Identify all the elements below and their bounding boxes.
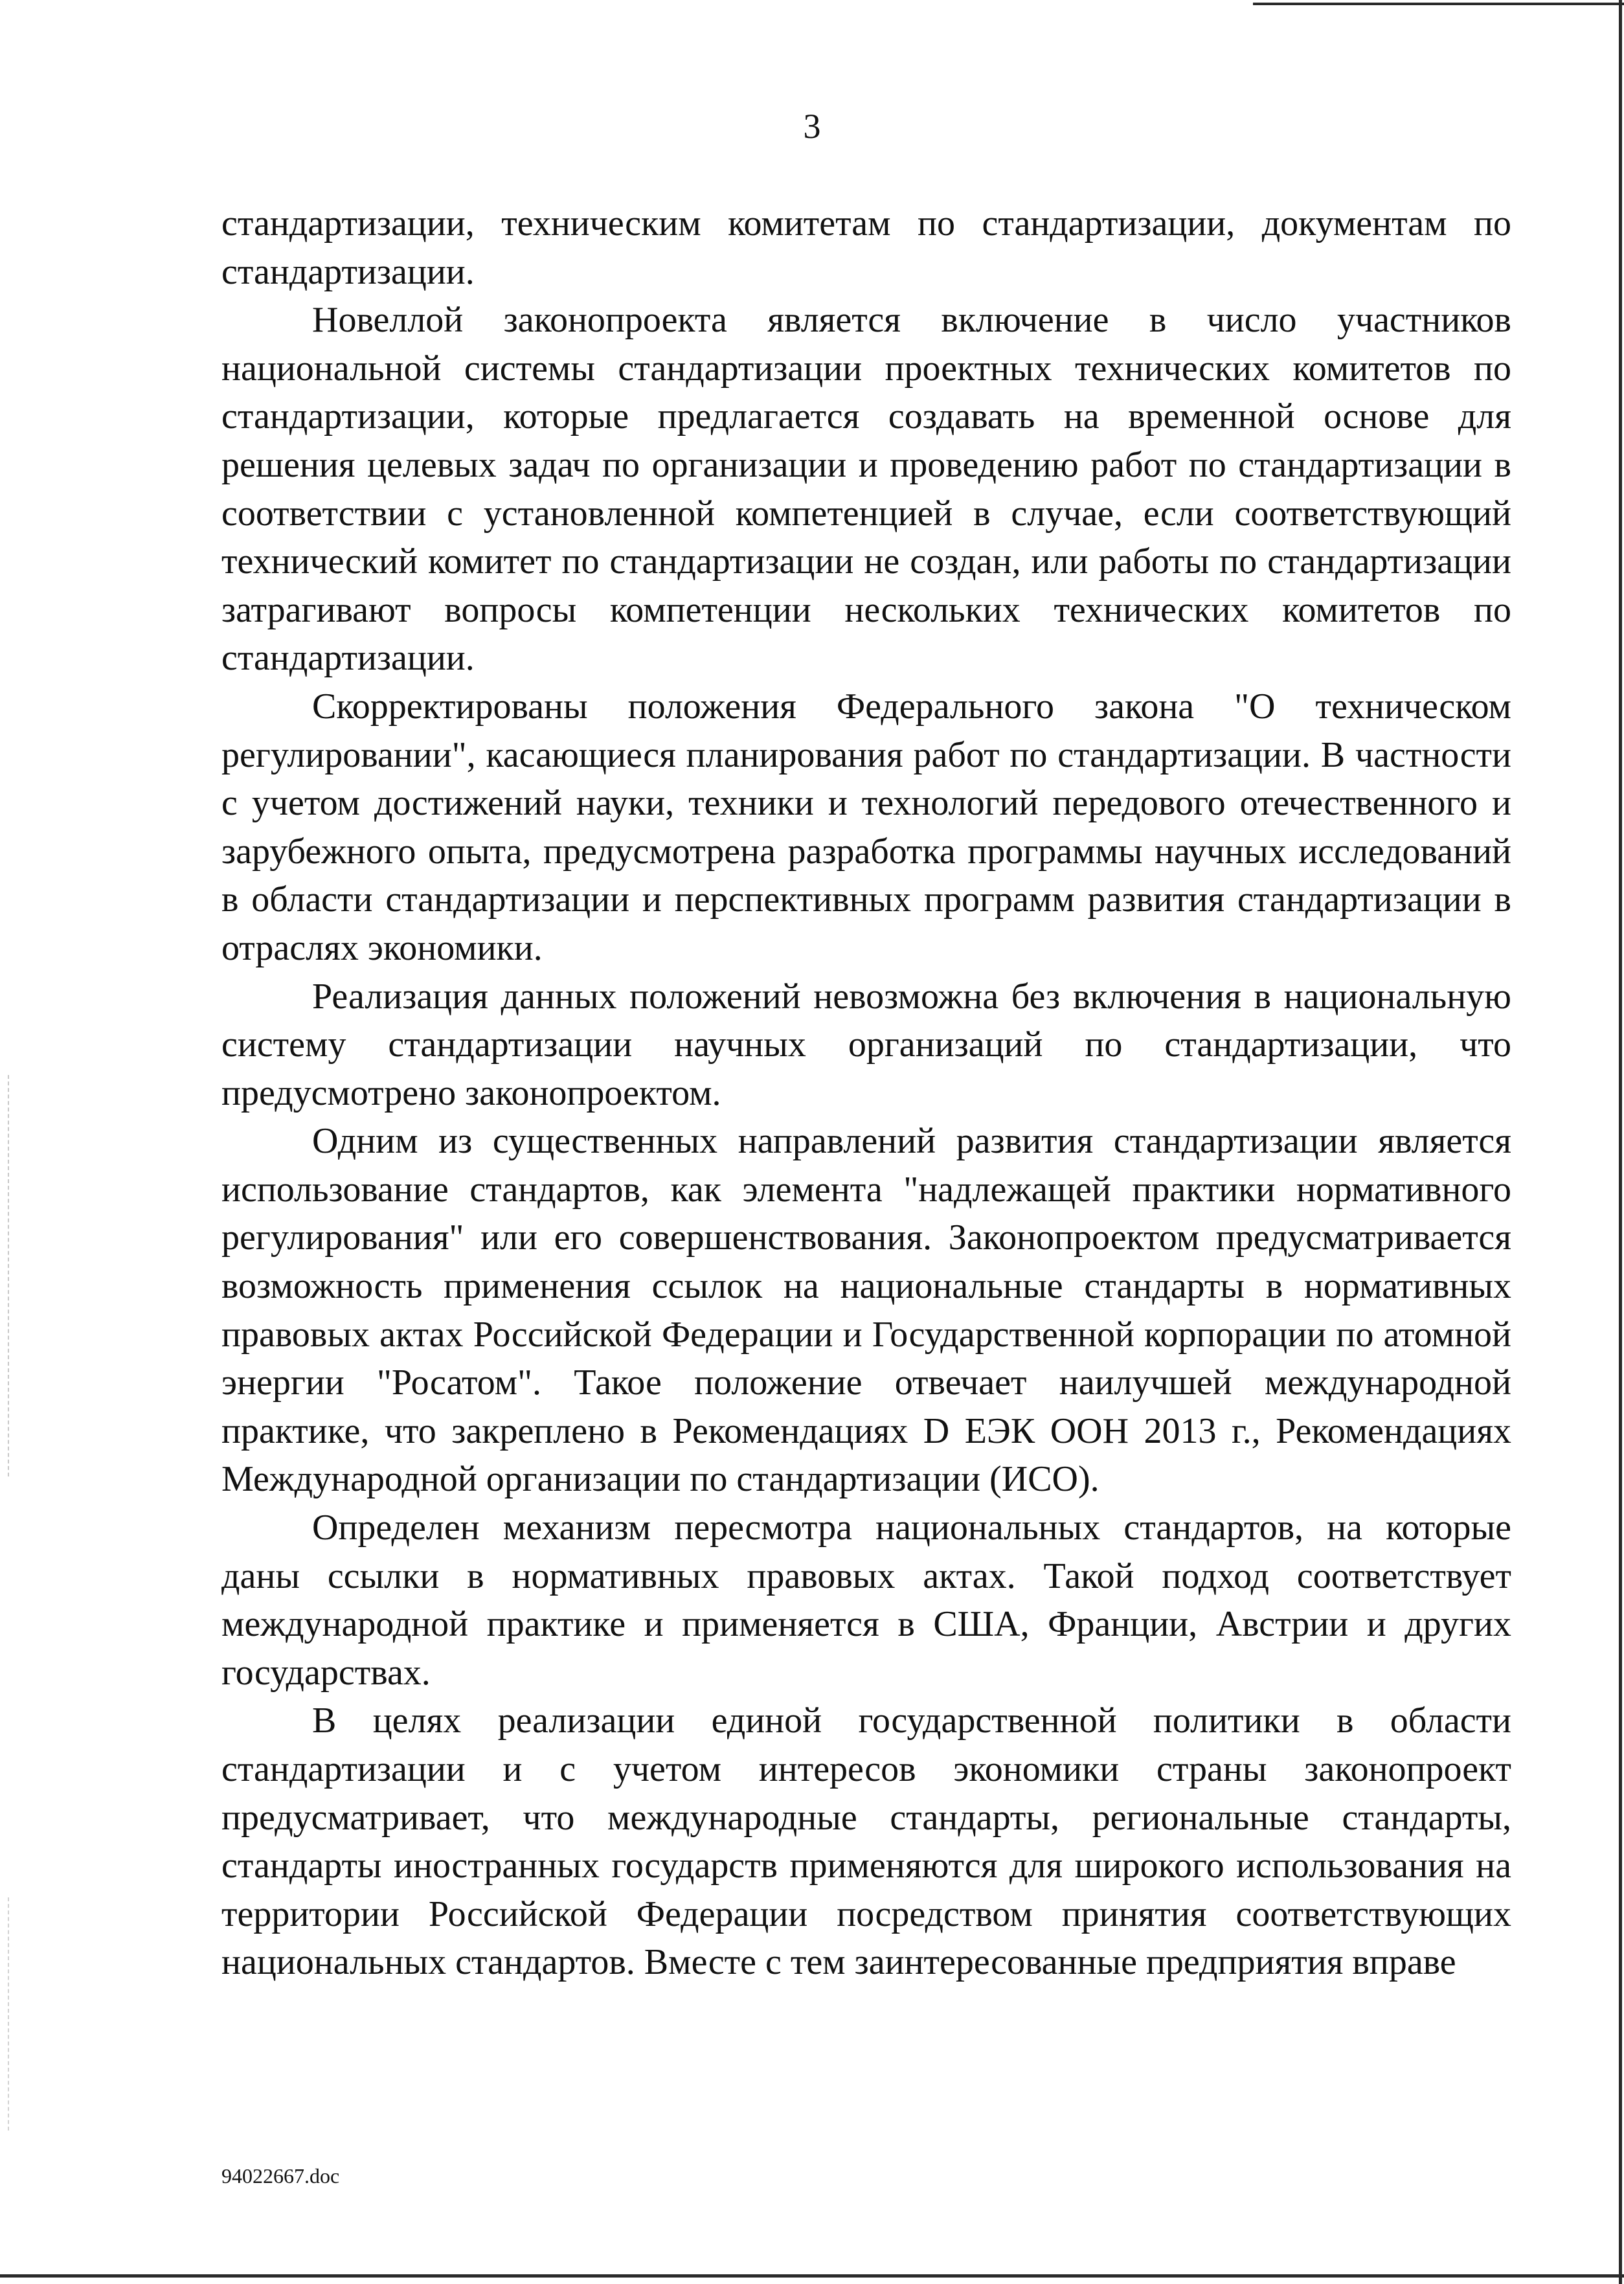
page-number: 3 (803, 107, 821, 146)
scan-border-bottom (0, 2274, 1624, 2278)
paragraph-project-committees: Новеллой законопроекта является включение в число участников национальной системы стандартизации проектных технических комитетов по стандартизации, которые предлагается создавать на временной основе для решения целевых задач по организации и проведению работ по стандартизации в соответствии с установленной компетенцией в случае, если соответствующий технический комитет по стандартизации не создан, или работы по стандартизации затрагивают вопросы компетенции нескольких технических комитетов по стандартизации. (221, 300, 1511, 679)
document-body (221, 199, 1511, 1987)
paragraph-revision-mechanism: Определен механизм пересмотра национальных стандартов, на которые даны ссылки в нормативных правовых актах. Такой подход соответствует международной практике и применяется в США, Франции, Австрии и других государствах. (221, 1508, 1511, 1693)
paragraph-scientific-organizations: Реализация данных положений невозможна без включения в национальную систему стандартизации научных организаций по стандартизации, что предусмотрено законопроектом. (221, 976, 1511, 1113)
paragraph-planning: Скорректированы положения Федерального закона "О техническом регулировании", касающиеся планирования работ по стандартизации. В частности с учетом достижений науки, техники и технологий передового отечественного и зарубежного опыта, предусмотрена разработка программы научных исследований в области стандартизации и перспективных программ развития стандартизации в отраслях экономики. (221, 686, 1511, 968)
scan-artifact-left-lower (8, 1897, 9, 2131)
scan-border-right (1619, 0, 1622, 2284)
paragraph-continuation: стандартизации, техническим комитетам по стандартизации, документам по стандартизации. (221, 203, 1511, 292)
scan-artifact-left (8, 1075, 9, 1476)
paragraph-regulatory-practice: Одним из существенных направлений развития стандартизации является использование стандартов, как элемента "надлежащей практики нормативного регулирования" или его совершенствования. Законопроектом предусматривается возможность применения ссылок на национальные стандарты в нормативных правовых актах Российской Федерации и Государственной корпорации по атомной энергии "Росатом". Такое положение отвечает наилучшей международной практике, что закреплено в Рекомендациях D ЕЭК ООН 2013 г., Рекомендациях Международной организации по стандартизации (ИСО). (221, 1121, 1511, 1500)
paragraph-international-standards: В целях реализации единой государственной политики в области стандартизации и с учетом интересов экономики страны законопроект предусматривает, что международные стандарты, региональные стандарты, стандарты иностранных государств применяются для широкого использования на территории Российской Федерации посредством принятия соответствующих национальных стандартов. Вместе с тем заинтересованные предприятия вправе (221, 1701, 1511, 1983)
scan-border-top (1253, 3, 1624, 5)
footer-filename: 94022667.doc (221, 2164, 340, 2188)
